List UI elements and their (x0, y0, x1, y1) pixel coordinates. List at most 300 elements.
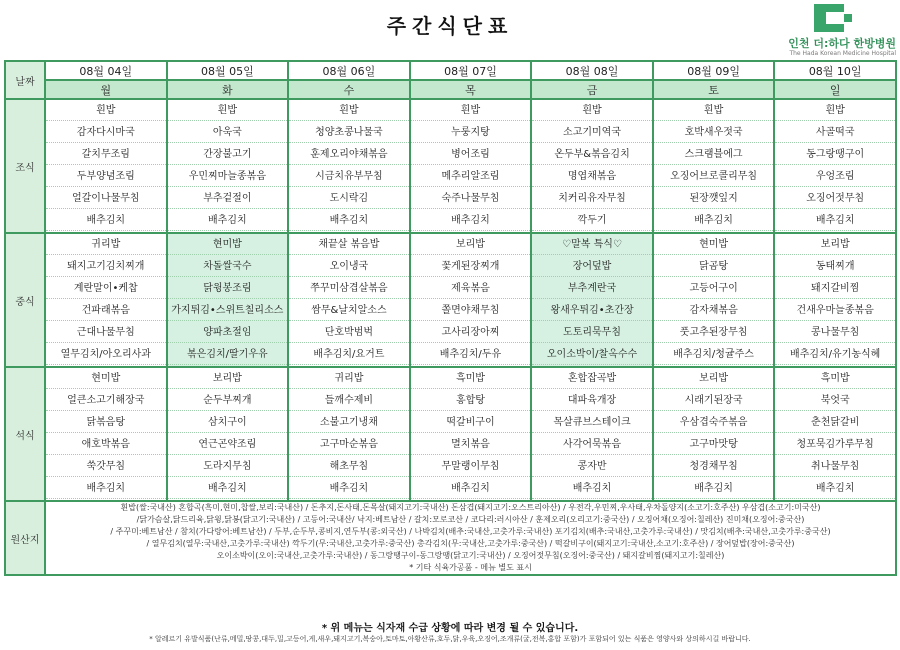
menu-item-text: 양파초절임 (168, 324, 288, 343)
logo-name: 인천 더:하다 한방병원 (788, 37, 896, 50)
lunch-cell (45, 233, 167, 367)
menu-item-text: 훈제오리야채볶음 (289, 146, 409, 165)
menu-item (168, 188, 288, 210)
menu-item-text: 시래기된장국 (654, 392, 774, 411)
origin-line: * 기타 식육가공품 - 메뉴 별도 표시 (409, 563, 532, 572)
dinner-cell (45, 367, 167, 501)
breakfast-cell (774, 99, 896, 233)
origin-line: /닭가슴살,닭드리육,닭윙,닭봉(닭고기:국내산) / 고등어:국내산/ 낙지:베트남산 / 갈치:모로코산 / 코다리:러시아산 / 훈제오리(오리고기:중국산) / 오징어채(오징어:칠레산) 진미채(오징어:중국산) (136, 515, 805, 524)
menu-item (289, 234, 409, 256)
breakfast-label: 조식 (5, 99, 45, 233)
menu-item (775, 368, 895, 390)
date-row (5, 61, 896, 80)
menu-item-text: 들깨수제비 (289, 392, 409, 411)
menu-item (775, 210, 895, 232)
menu-item-text: 배추김치 (654, 480, 774, 499)
menu-item-text: 흰밥 (775, 102, 895, 121)
weekly-menu-table (4, 60, 897, 576)
menu-item (289, 344, 409, 366)
menu-item (775, 434, 895, 456)
breakfast-cell (45, 99, 167, 233)
menu-item-text: 현미밥 (46, 370, 166, 389)
menu-item (654, 234, 774, 256)
menu-item (654, 434, 774, 456)
menu-item (46, 344, 166, 366)
date-cell: 08월 07일 (410, 61, 532, 80)
menu-item-text: 오이소박이/찰옥수수 (532, 346, 652, 365)
weekday-cell: 금 (531, 80, 653, 99)
menu-item (289, 390, 409, 412)
menu-item (654, 278, 774, 300)
menu-item (46, 166, 166, 188)
menu-item (775, 234, 895, 256)
menu-item (411, 122, 531, 144)
allergy-notice: * 알레르기 유발식품(난류,메밀,땅콩,대두,밀,고등어,게,새우,돼지고기,복숭아,토마토,아황산류,호두,닭,우육,오징어,조개류(굴,전복,홍합 포함)가 포함되어 있는 식품은 영양사와 상의하시길 바랍니다. (149, 635, 751, 643)
menu-item (654, 478, 774, 500)
menu-item-text: 계란말이•케찹 (46, 280, 166, 299)
menu-item (411, 456, 531, 478)
menu-item-text: 대파육개장 (532, 392, 652, 411)
menu-item-text: 고구마순볶음 (289, 436, 409, 455)
menu-item-text: 배추김치/요거트 (289, 346, 409, 365)
lunch-row (5, 233, 896, 367)
menu-item-text: 순두부찌개 (168, 392, 288, 411)
menu-item-text: 호박새우젓국 (654, 124, 774, 143)
menu-item (46, 144, 166, 166)
menu-item (289, 278, 409, 300)
menu-item (654, 188, 774, 210)
menu-item-text: 떡갈비구이 (411, 414, 531, 433)
origin-line: 흰밥(쌀:국내산) 혼합곡(흑미,현미,찹쌀,보리:국내산) / 돈추지,돈사태,돈목살(돼지고기:국내산) 돈삼겹(돼지고기:오스트리아산) / 우전각,우민찌,우사태,우차돌양지(소고기:호주산) 우삼겹(소고기:미국산) (120, 503, 821, 512)
breakfast-row (5, 99, 896, 233)
menu-item (411, 210, 531, 232)
menu-item-text: 배추김치 (775, 480, 895, 499)
menu-item-text: 청양초콩나물국 (289, 124, 409, 143)
menu-item (532, 256, 652, 278)
menu-item (411, 412, 531, 434)
menu-item (532, 300, 652, 322)
menu-item (411, 144, 531, 166)
weekday-cell: 일 (774, 80, 896, 99)
menu-item-text: 흰밥 (289, 102, 409, 121)
menu-item-text: 해초무침 (289, 458, 409, 477)
menu-item (532, 368, 652, 390)
menu-item-text: 오이냉국 (289, 258, 409, 277)
menu-item-text: 닭곰탕 (654, 258, 774, 277)
menu-item-text: 돼지갈비찜 (775, 280, 895, 299)
menu-item-text: 배추김치 (168, 480, 288, 499)
lunch-cell (167, 233, 289, 367)
menu-item-text: 무말랭이무침 (411, 458, 531, 477)
menu-item (168, 256, 288, 278)
menu-item (46, 390, 166, 412)
menu-item (411, 300, 531, 322)
menu-item-text: 쫄면야채무침 (411, 302, 531, 321)
menu-item-text: 흑미밥 (775, 370, 895, 389)
lunch-cell (653, 233, 775, 367)
menu-item-text: 배추김치 (289, 480, 409, 499)
menu-item-text: 병어조림 (411, 146, 531, 165)
menu-item-text: 시금치유부무침 (289, 168, 409, 187)
menu-item (46, 434, 166, 456)
menu-item-text: 콩자반 (532, 458, 652, 477)
menu-item (168, 368, 288, 390)
menu-item-text: 온두부&볶음김치 (532, 146, 652, 165)
menu-item (654, 300, 774, 322)
weekday-cell: 토 (653, 80, 775, 99)
menu-item (168, 300, 288, 322)
menu-item (289, 122, 409, 144)
menu-item (775, 456, 895, 478)
menu-item (168, 344, 288, 366)
menu-item-text: 채끝살 볶음밥 (289, 236, 409, 255)
menu-item (532, 166, 652, 188)
menu-item-text: 갈치무조림 (46, 146, 166, 165)
menu-item (532, 412, 652, 434)
menu-item (168, 412, 288, 434)
origin-label: 원산지 (5, 501, 45, 575)
menu-item (775, 344, 895, 366)
menu-item (532, 278, 652, 300)
menu-item-text: 건새우마늘종볶음 (775, 302, 895, 321)
logo-subtitle: The Hada Korean Medicine Hospital (789, 50, 896, 57)
menu-item-text: 얼갈이나물무침 (46, 190, 166, 209)
origin-row (5, 501, 896, 575)
menu-item-text: 홍합탕 (411, 392, 531, 411)
origin-line: / 열무김치(열무:국내산,고춧가루:국내산) 깍두기(무:국내산,고춧가루:중국산) 총각김치(무:국내산,고춧가루:중국산) / 떡갈비구이(돼지고기:국내산,소고기:호주산) / 장어덮밥(장어:중국산) (146, 539, 795, 548)
menu-item (654, 256, 774, 278)
menu-item-text: 쭈꾸미삼겹살볶음 (289, 280, 409, 299)
menu-item-text: 콩나물무침 (775, 324, 895, 343)
menu-item (168, 456, 288, 478)
menu-item-text: 쑥갓무침 (46, 458, 166, 477)
menu-item-text: 건파래볶음 (46, 302, 166, 321)
menu-item-text: 근대나물무침 (46, 324, 166, 343)
menu-item-text: 스크램블에그 (654, 146, 774, 165)
menu-item (532, 210, 652, 232)
menu-item (532, 344, 652, 366)
menu-item (289, 322, 409, 344)
breakfast-cell (167, 99, 289, 233)
dinner-cell (410, 367, 532, 501)
menu-item-text: 부추겉절이 (168, 190, 288, 209)
menu-item-text: 흰밥 (532, 102, 652, 121)
menu-item-text: 배추김치 (775, 212, 895, 231)
menu-item-text: 흰밥 (411, 102, 531, 121)
menu-item (775, 188, 895, 210)
menu-item-text: 취나물무침 (775, 458, 895, 477)
menu-item (532, 390, 652, 412)
menu-item-text: 배추김치/청귤주스 (654, 346, 774, 365)
menu-item (411, 322, 531, 344)
menu-item-text: 사각어묵볶음 (532, 436, 652, 455)
menu-item (168, 234, 288, 256)
menu-item (775, 144, 895, 166)
menu-item (775, 300, 895, 322)
menu-item-text: 꽃게된장찌개 (411, 258, 531, 277)
menu-item (411, 188, 531, 210)
menu-item (168, 478, 288, 500)
menu-item-text: 배추김치/유기농식혜 (775, 346, 895, 365)
menu-item-text: 배추김치 (654, 212, 774, 231)
menu-item (775, 166, 895, 188)
menu-item-text: 돼지고기김치찌개 (46, 258, 166, 277)
menu-item (411, 234, 531, 256)
menu-item-text: 깍두기 (532, 212, 652, 231)
menu-item (289, 166, 409, 188)
menu-item-text: 사골떡국 (775, 124, 895, 143)
menu-item-text: 소불고기냉채 (289, 414, 409, 433)
menu-item (411, 278, 531, 300)
menu-item (775, 390, 895, 412)
menu-item (654, 210, 774, 232)
origin-line: 오이소박이(오이:국내산,고춧가루:국내산) / 동그랑땡구이-동그랑땡(닭고기:국내산) / 오징어젓무침(오징어:중국산) / 돼지갈비찜(돼지고기:칠레산) (216, 551, 725, 560)
menu-item (289, 456, 409, 478)
menu-item-text: 고구마맛탕 (654, 436, 774, 455)
menu-item (46, 322, 166, 344)
menu-item (289, 300, 409, 322)
lunch-cell (774, 233, 896, 367)
change-notice: * 위 메뉴는 식자재 수급 상황에 따라 변경 될 수 있습니다. (321, 623, 579, 634)
breakfast-cell (410, 99, 532, 233)
menu-item-text: 배추김치 (168, 212, 288, 231)
breakfast-cell (653, 99, 775, 233)
lunch-cell (531, 233, 653, 367)
menu-item (411, 100, 531, 122)
menu-item (168, 100, 288, 122)
menu-item-text: 오징어브로콜리무침 (654, 168, 774, 187)
menu-item (289, 144, 409, 166)
menu-item-text: 삼치구이 (168, 414, 288, 433)
menu-item (532, 188, 652, 210)
menu-item-text: 흰밥 (46, 102, 166, 121)
menu-item (46, 188, 166, 210)
menu-item (168, 144, 288, 166)
menu-item-text: 북엇국 (775, 392, 895, 411)
menu-item-text: 동태찌개 (775, 258, 895, 277)
menu-item-text: 배추김치 (411, 212, 531, 231)
menu-item-text: 연근곤약조림 (168, 436, 288, 455)
menu-item-text: 소고기미역국 (532, 124, 652, 143)
menu-item (289, 256, 409, 278)
menu-item (775, 256, 895, 278)
menu-item (168, 278, 288, 300)
menu-item (411, 390, 531, 412)
breakfast-cell (531, 99, 653, 233)
menu-item (46, 412, 166, 434)
menu-item-text: 풋고추된장무침 (654, 324, 774, 343)
dinner-row (5, 367, 896, 501)
date-cell: 08월 08일 (531, 61, 653, 80)
menu-item (46, 256, 166, 278)
menu-item (654, 100, 774, 122)
menu-item-text: 숙주나물무침 (411, 190, 531, 209)
menu-item (654, 166, 774, 188)
date-cell: 08월 06일 (288, 61, 410, 80)
date-cell: 08월 05일 (167, 61, 289, 80)
menu-item (654, 456, 774, 478)
menu-item-text: 볶은김치/딸기우유 (168, 346, 288, 365)
menu-item-text: 현미밥 (168, 236, 288, 255)
menu-item-text: 흰밥 (654, 102, 774, 121)
menu-item (289, 412, 409, 434)
menu-item (289, 188, 409, 210)
menu-item (46, 278, 166, 300)
menu-item-text: 배추김치 (411, 480, 531, 499)
menu-item-text: 도라지무침 (168, 458, 288, 477)
menu-item-text: 고등어구이 (654, 280, 774, 299)
menu-item-text: 춘천닭갈비 (775, 414, 895, 433)
menu-item-text: 도토리묵무침 (532, 324, 652, 343)
menu-item (168, 166, 288, 188)
menu-item (168, 122, 288, 144)
menu-item (46, 210, 166, 232)
weekday-cell: 목 (410, 80, 532, 99)
menu-item (532, 322, 652, 344)
weekday-cell: 수 (288, 80, 410, 99)
menu-item-text: 쌈무&날치알소스 (289, 302, 409, 321)
menu-item-text: 아욱국 (168, 124, 288, 143)
origin-info (45, 501, 896, 575)
menu-item (654, 322, 774, 344)
menu-item-text: 부추계란국 (532, 280, 652, 299)
menu-item (532, 122, 652, 144)
lunch-label: 중식 (5, 233, 45, 367)
menu-item (46, 122, 166, 144)
menu-item-text: 열무김치/아오리사과 (46, 346, 166, 365)
menu-item-text: 치커리유자무침 (532, 190, 652, 209)
menu-item (411, 478, 531, 500)
date-cell: 08월 04일 (45, 61, 167, 80)
date-label: 날짜 (5, 61, 45, 99)
menu-item (532, 234, 652, 256)
menu-item-text: 흰밥 (168, 102, 288, 121)
menu-item (654, 144, 774, 166)
weekday-cell: 월 (45, 80, 167, 99)
origin-line: / 주꾸미:베트남산 / 참치(가다랑어:베트남산) / 두부,순두부,콩비지,연두부(콩:외국산) / 나박김치(배추:국내산,고춧가루:국내산) 포기김치(배추:국내산,고춧가루:국내산) / 맛김치(배추:국내산,고춧가루:중국산) (110, 527, 831, 536)
page-title: 주간식단표 (386, 14, 514, 38)
menu-item (289, 434, 409, 456)
menu-item (775, 100, 895, 122)
menu-item-text: 배추김치 (46, 480, 166, 499)
lunch-cell (410, 233, 532, 367)
menu-item (46, 234, 166, 256)
menu-item-text: 간장불고기 (168, 146, 288, 165)
menu-item (168, 210, 288, 232)
menu-item-text: 귀리밥 (46, 236, 166, 255)
menu-item-text: 혼합잡곡밥 (532, 370, 652, 389)
menu-item-text: 누룽지탕 (411, 124, 531, 143)
menu-item-text: 동그랑땡구이 (775, 146, 895, 165)
menu-item-text: ♡말복 특식♡ (532, 236, 652, 255)
menu-item-text: 우민찌마늘종볶음 (168, 168, 288, 187)
menu-item-text: 배추김치 (46, 212, 166, 231)
menu-item (411, 256, 531, 278)
dinner-cell (167, 367, 289, 501)
menu-item-text: 차돌쌀국수 (168, 258, 288, 277)
menu-item (46, 368, 166, 390)
weekday-row (5, 80, 896, 99)
menu-item (775, 322, 895, 344)
menu-item-text: 닭윙봉조림 (168, 280, 288, 299)
menu-item (654, 412, 774, 434)
menu-item (289, 210, 409, 232)
menu-item-text: 도시락김 (289, 190, 409, 209)
menu-item (654, 122, 774, 144)
dinner-cell (531, 367, 653, 501)
menu-item-text: 청포묵김가루무침 (775, 436, 895, 455)
menu-item-text: 목살큐브스테이크 (532, 414, 652, 433)
menu-item-text: 배추김치/두유 (411, 346, 531, 365)
menu-item (532, 434, 652, 456)
menu-item (46, 456, 166, 478)
menu-item-text: 메추리알조림 (411, 168, 531, 187)
menu-item (411, 434, 531, 456)
menu-item-text: 청경채무침 (654, 458, 774, 477)
menu-item-text: 보리밥 (654, 370, 774, 389)
menu-item (775, 122, 895, 144)
menu-item (775, 478, 895, 500)
dinner-cell (653, 367, 775, 501)
menu-item (654, 368, 774, 390)
menu-item-text: 명엽채볶음 (532, 168, 652, 187)
dinner-cell (288, 367, 410, 501)
menu-item (654, 344, 774, 366)
menu-item (532, 100, 652, 122)
menu-item-text: 우엉조림 (775, 168, 895, 187)
logo-icon (814, 4, 854, 32)
dinner-label: 석식 (5, 367, 45, 501)
menu-item-text: 된장깻잎지 (654, 190, 774, 209)
menu-item-text: 오징어젓무침 (775, 190, 895, 209)
menu-item (168, 322, 288, 344)
menu-item-text: 장어덮밥 (532, 258, 652, 277)
menu-item (411, 344, 531, 366)
menu-item-text: 닭볶음탕 (46, 414, 166, 433)
menu-item-text: 감자채볶음 (654, 302, 774, 321)
menu-item (532, 478, 652, 500)
menu-item-text: 가지튀김•스위트칠리소스 (168, 302, 288, 321)
menu-item (411, 368, 531, 390)
date-cell: 08월 09일 (653, 61, 775, 80)
weekday-cell: 화 (167, 80, 289, 99)
menu-item-text: 애호박볶음 (46, 436, 166, 455)
menu-item (775, 278, 895, 300)
breakfast-cell (288, 99, 410, 233)
menu-item-text: 귀리밥 (289, 370, 409, 389)
menu-item (168, 390, 288, 412)
menu-item-text: 고사리장아찌 (411, 324, 531, 343)
menu-item (289, 100, 409, 122)
hospital-logo (778, 4, 898, 60)
menu-item-text: 현미밥 (654, 236, 774, 255)
menu-item (532, 144, 652, 166)
menu-item-text: 배추김치 (532, 480, 652, 499)
menu-item-text: 두부양념조림 (46, 168, 166, 187)
menu-item (168, 434, 288, 456)
menu-item (775, 412, 895, 434)
menu-item-text: 배추김치 (289, 212, 409, 231)
menu-item-text: 얼큰소고기해장국 (46, 392, 166, 411)
menu-item-text: 보리밥 (168, 370, 288, 389)
menu-item-text: 보리밥 (411, 236, 531, 255)
menu-item (654, 390, 774, 412)
dinner-cell (774, 367, 896, 501)
menu-item-text: 단호박범벅 (289, 324, 409, 343)
menu-item (289, 478, 409, 500)
menu-item (46, 100, 166, 122)
menu-item (289, 368, 409, 390)
